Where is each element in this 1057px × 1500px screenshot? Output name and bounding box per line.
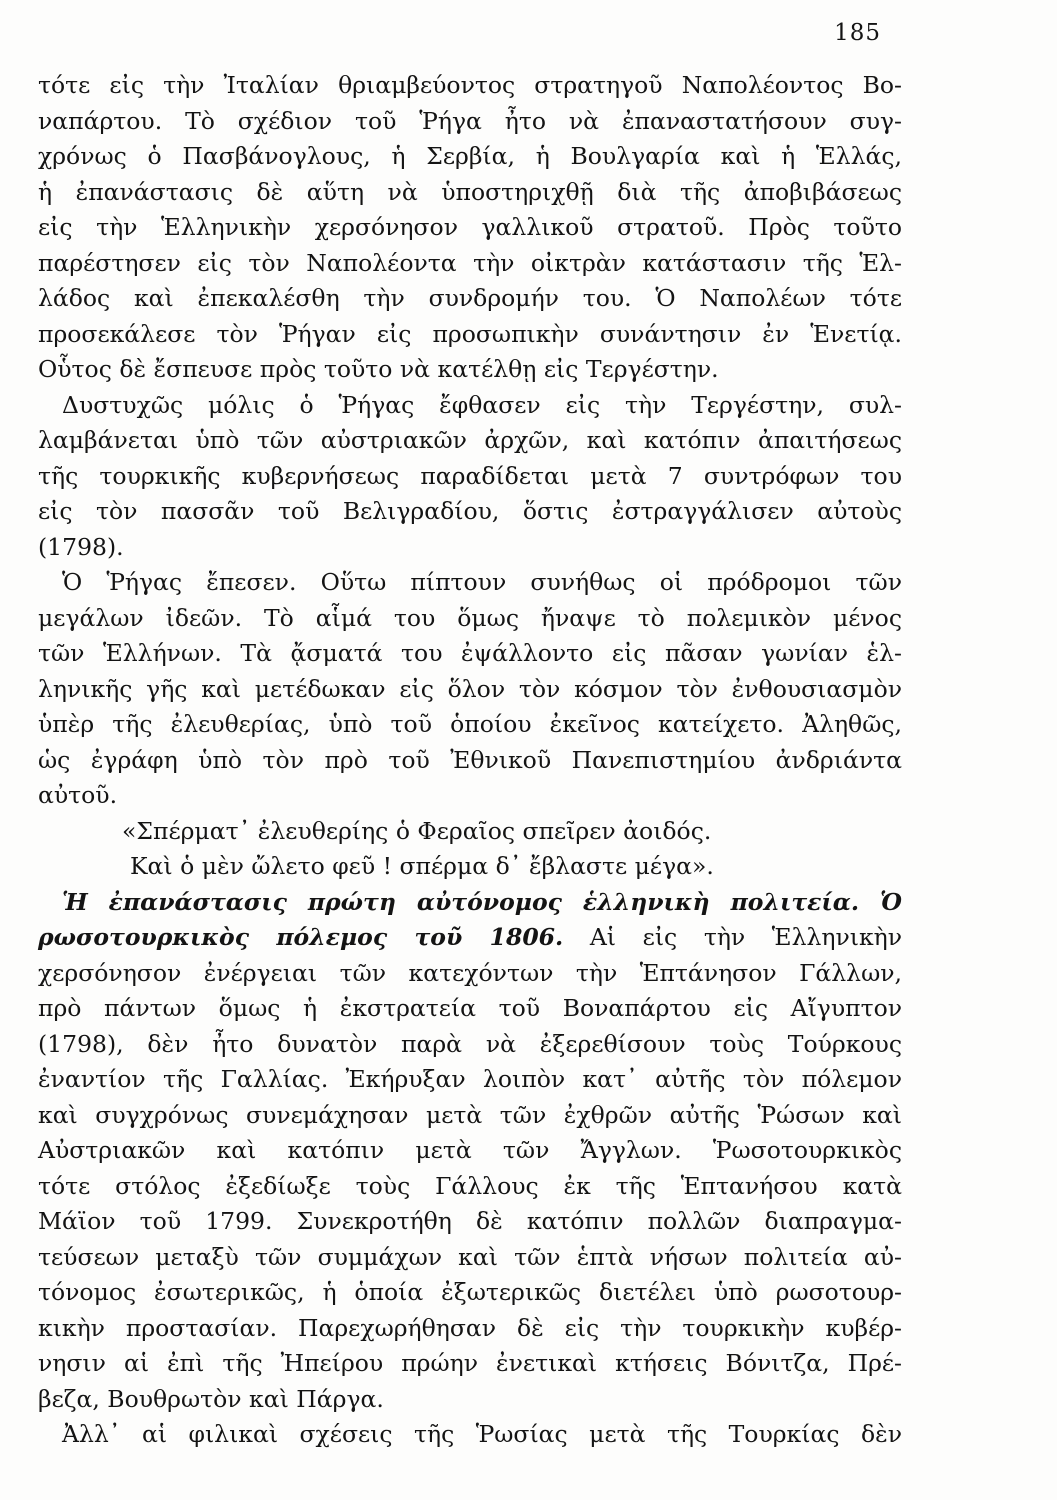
text-line: ὑπὲρ τῆς ἐλευθερίας, ὑπὸ τοῦ ὁποίου ἐκεῖνος κατείχετο. Ἀληθῶς, xyxy=(38,710,902,738)
text-line: αὐτοῦ. xyxy=(38,781,118,809)
section-heading-line xyxy=(38,885,902,921)
text-line: Αὐστριακῶν καὶ κατόπιν μετὰ τῶν Ἄγγλων. Ῥωσοτουρκικὸς xyxy=(38,1136,902,1164)
text-line: τῶν Ἑλλήνων. Τὰ ᾄσματά του ἐψάλλοντο εἰς πᾶσαν γωνίαν ἑλ- xyxy=(38,639,902,667)
text-line-tail: Αἱ εἰς τὴν Ἑλληνικὴν xyxy=(563,923,902,951)
text-line: ληνικῆς γῆς καὶ μετέδωκαν εἰς ὅλον τὸν κόσμον τὸν ἐνθουσιασμὸν xyxy=(38,674,902,703)
text-line: Ἀλλ᾽ αἱ φιλικαὶ σχέσεις τῆς Ῥωσίας μετὰ τῆς Τουρκίας δὲν xyxy=(62,1420,902,1448)
text-line: τόνομος ἐσωτερικῶς, ἡ ὁποία ἐξωτερικῶς διετέλει ὑπὸ ρωσοτουρ- xyxy=(38,1278,902,1306)
text-line: ὡς ἐγράφη ὑπὸ τὸν πρὸ τοῦ Ἐθνικοῦ Πανεπιστημίου ἀνδριάντα xyxy=(38,745,902,774)
text-line: πρὸ πάντων ὅμως ἡ ἐκστρατεία τοῦ Βοναπάρτου εἰς Αἴγυπτον xyxy=(38,994,902,1022)
text-line: Δυστυχῶς μόλις ὁ Ῥήγας ἔφθασεν εἰς τὴν Τεργέστην, συλ- xyxy=(62,390,902,419)
text-line: Ὁ Ῥήγας ἔπεσεν. Οὕτω πίπτουν συνήθως οἱ πρόδρομοι τῶν xyxy=(62,568,902,596)
text-line: τότε στόλος ἐξεδίωξε τοὺς Γάλλους ἐκ τῆς Ἑπτανήσου κατὰ xyxy=(38,1171,902,1200)
text-line: βεζα, Βουθρωτὸν καὶ Πάργα. xyxy=(38,1384,384,1413)
verse-line: Καὶ ὁ μὲν ὤλετο φεῦ ! σπέρμα δ᾽ ἔβλαστε μέγα». xyxy=(130,852,714,880)
text-line: καὶ συγχρόνως συνεμάχησαν μετὰ τῶν ἐχθρῶν αὐτῆς Ῥώσων καὶ xyxy=(38,1100,902,1129)
text-line: (1798). xyxy=(38,532,124,561)
section-heading: ρωσοτουρκικὸς πόλεμος τοῦ 1806. xyxy=(38,923,564,951)
text-line: τῆς τουρκικῆς κυβερνήσεως παραδίδεται μετὰ 7 συντρόφων του xyxy=(38,461,902,490)
text-line: εἰς τὸν πασσᾶν τοῦ Βελιγραδίου, ὅστις ἐστραγγάλισεν αὐτοὺς xyxy=(38,497,902,525)
verse-line: «Σπέρματ᾽ ἐλευθερίης ὁ Φεραῖος σπεῖρεν ἀοιδός. xyxy=(122,816,712,845)
text-line: κικὴν προστασίαν. Παρεχωρήθησαν δὲ εἰς τὴν τουρκικὴν κυβέρ- xyxy=(38,1313,902,1342)
page-number: 185 xyxy=(834,20,881,46)
body-text xyxy=(38,68,902,1453)
text-line: ἐναντίον τῆς Γαλλίας. Ἐκήρυξαν λοιπὸν κατ᾽ αὐτῆς τὸν πόλεμον xyxy=(38,1065,902,1093)
text-line: (1798), δὲν ἦτο δυνατὸν παρὰ νὰ ἐξερεθίσουν τοὺς Τούρκους xyxy=(38,1029,902,1058)
section-heading: Ἡ ἐπανάστασις πρώτη αὐτόνομος ἑλληνικὴ πολιτεία. Ὁ xyxy=(62,887,902,916)
text-line: Οὗτος δὲ ἔσπευσε πρὸς τοῦτο νὰ κατέλθῃ εἰς Τεργέστην. xyxy=(38,355,719,383)
text-line: χρόνως ὁ Πασβάνογλους, ἡ Σερβία, ἡ Βουλγαρία καὶ ἡ Ἑλλάς, xyxy=(38,142,902,170)
text-line: τότε εἰς τὴν Ἰταλίαν θριαμβεύοντος στρατηγοῦ Ναπολέοντος Βο- xyxy=(38,71,902,99)
text-line: λαμβάνεται ὑπὸ τῶν αὐστριακῶν ἀρχῶν, καὶ κατόπιν ἀπαιτήσεως xyxy=(38,426,902,454)
text-line: τεύσεων μεταξὺ τῶν συμμάχων καὶ τῶν ἑπτὰ νήσων πολιτεία αὐ- xyxy=(38,1242,902,1271)
text-line: ἡ ἐπανάστασις δὲ αὕτη νὰ ὑποστηριχθῇ διὰ τῆς ἀποβιβάσεως xyxy=(38,177,902,206)
text-line: μεγάλων ἰδεῶν. Τὸ αἷμά του ὅμως ἤναψε τὸ πολεμικὸν μένος xyxy=(38,603,902,632)
text-line: παρέστησεν εἰς τὸν Ναπολέοντα τὴν οἰκτρὰν κατάστασιν τῆς Ἑλ- xyxy=(38,248,902,277)
text-line xyxy=(38,920,902,956)
text-line: προσεκάλεσε τὸν Ῥήγαν εἰς προσωπικὴν συνάντησιν ἐν Ἑνετίᾳ. xyxy=(38,319,902,348)
text-line: εἰς τὴν Ἑλληνικὴν χερσόνησον γαλλικοῦ στρατοῦ. Πρὸς τοῦτο xyxy=(38,213,902,241)
text-line: Μάϊον τοῦ 1799. Συνεκροτήθη δὲ κατόπιν πολλῶν διαπραγμα- xyxy=(38,1207,902,1235)
text-line: ναπάρτου. Τὸ σχέδιον τοῦ Ῥήγα ἦτο νὰ ἐπαναστατήσουν συγ- xyxy=(38,106,902,135)
text-line: χερσόνησον ἐνέργειαι τῶν κατεχόντων τὴν Ἑπτάνησον Γάλλων, xyxy=(38,958,902,987)
text-line: λάδος καὶ ἐπεκαλέσθη τὴν συνδρομήν του. Ὁ Ναπολέων τότε xyxy=(38,284,902,312)
text-line: νησιν αἱ ἐπὶ τῆς Ἠπείρου πρώην ἐνετικαὶ κτήσεις Βόνιτζα, Πρέ- xyxy=(38,1349,902,1377)
